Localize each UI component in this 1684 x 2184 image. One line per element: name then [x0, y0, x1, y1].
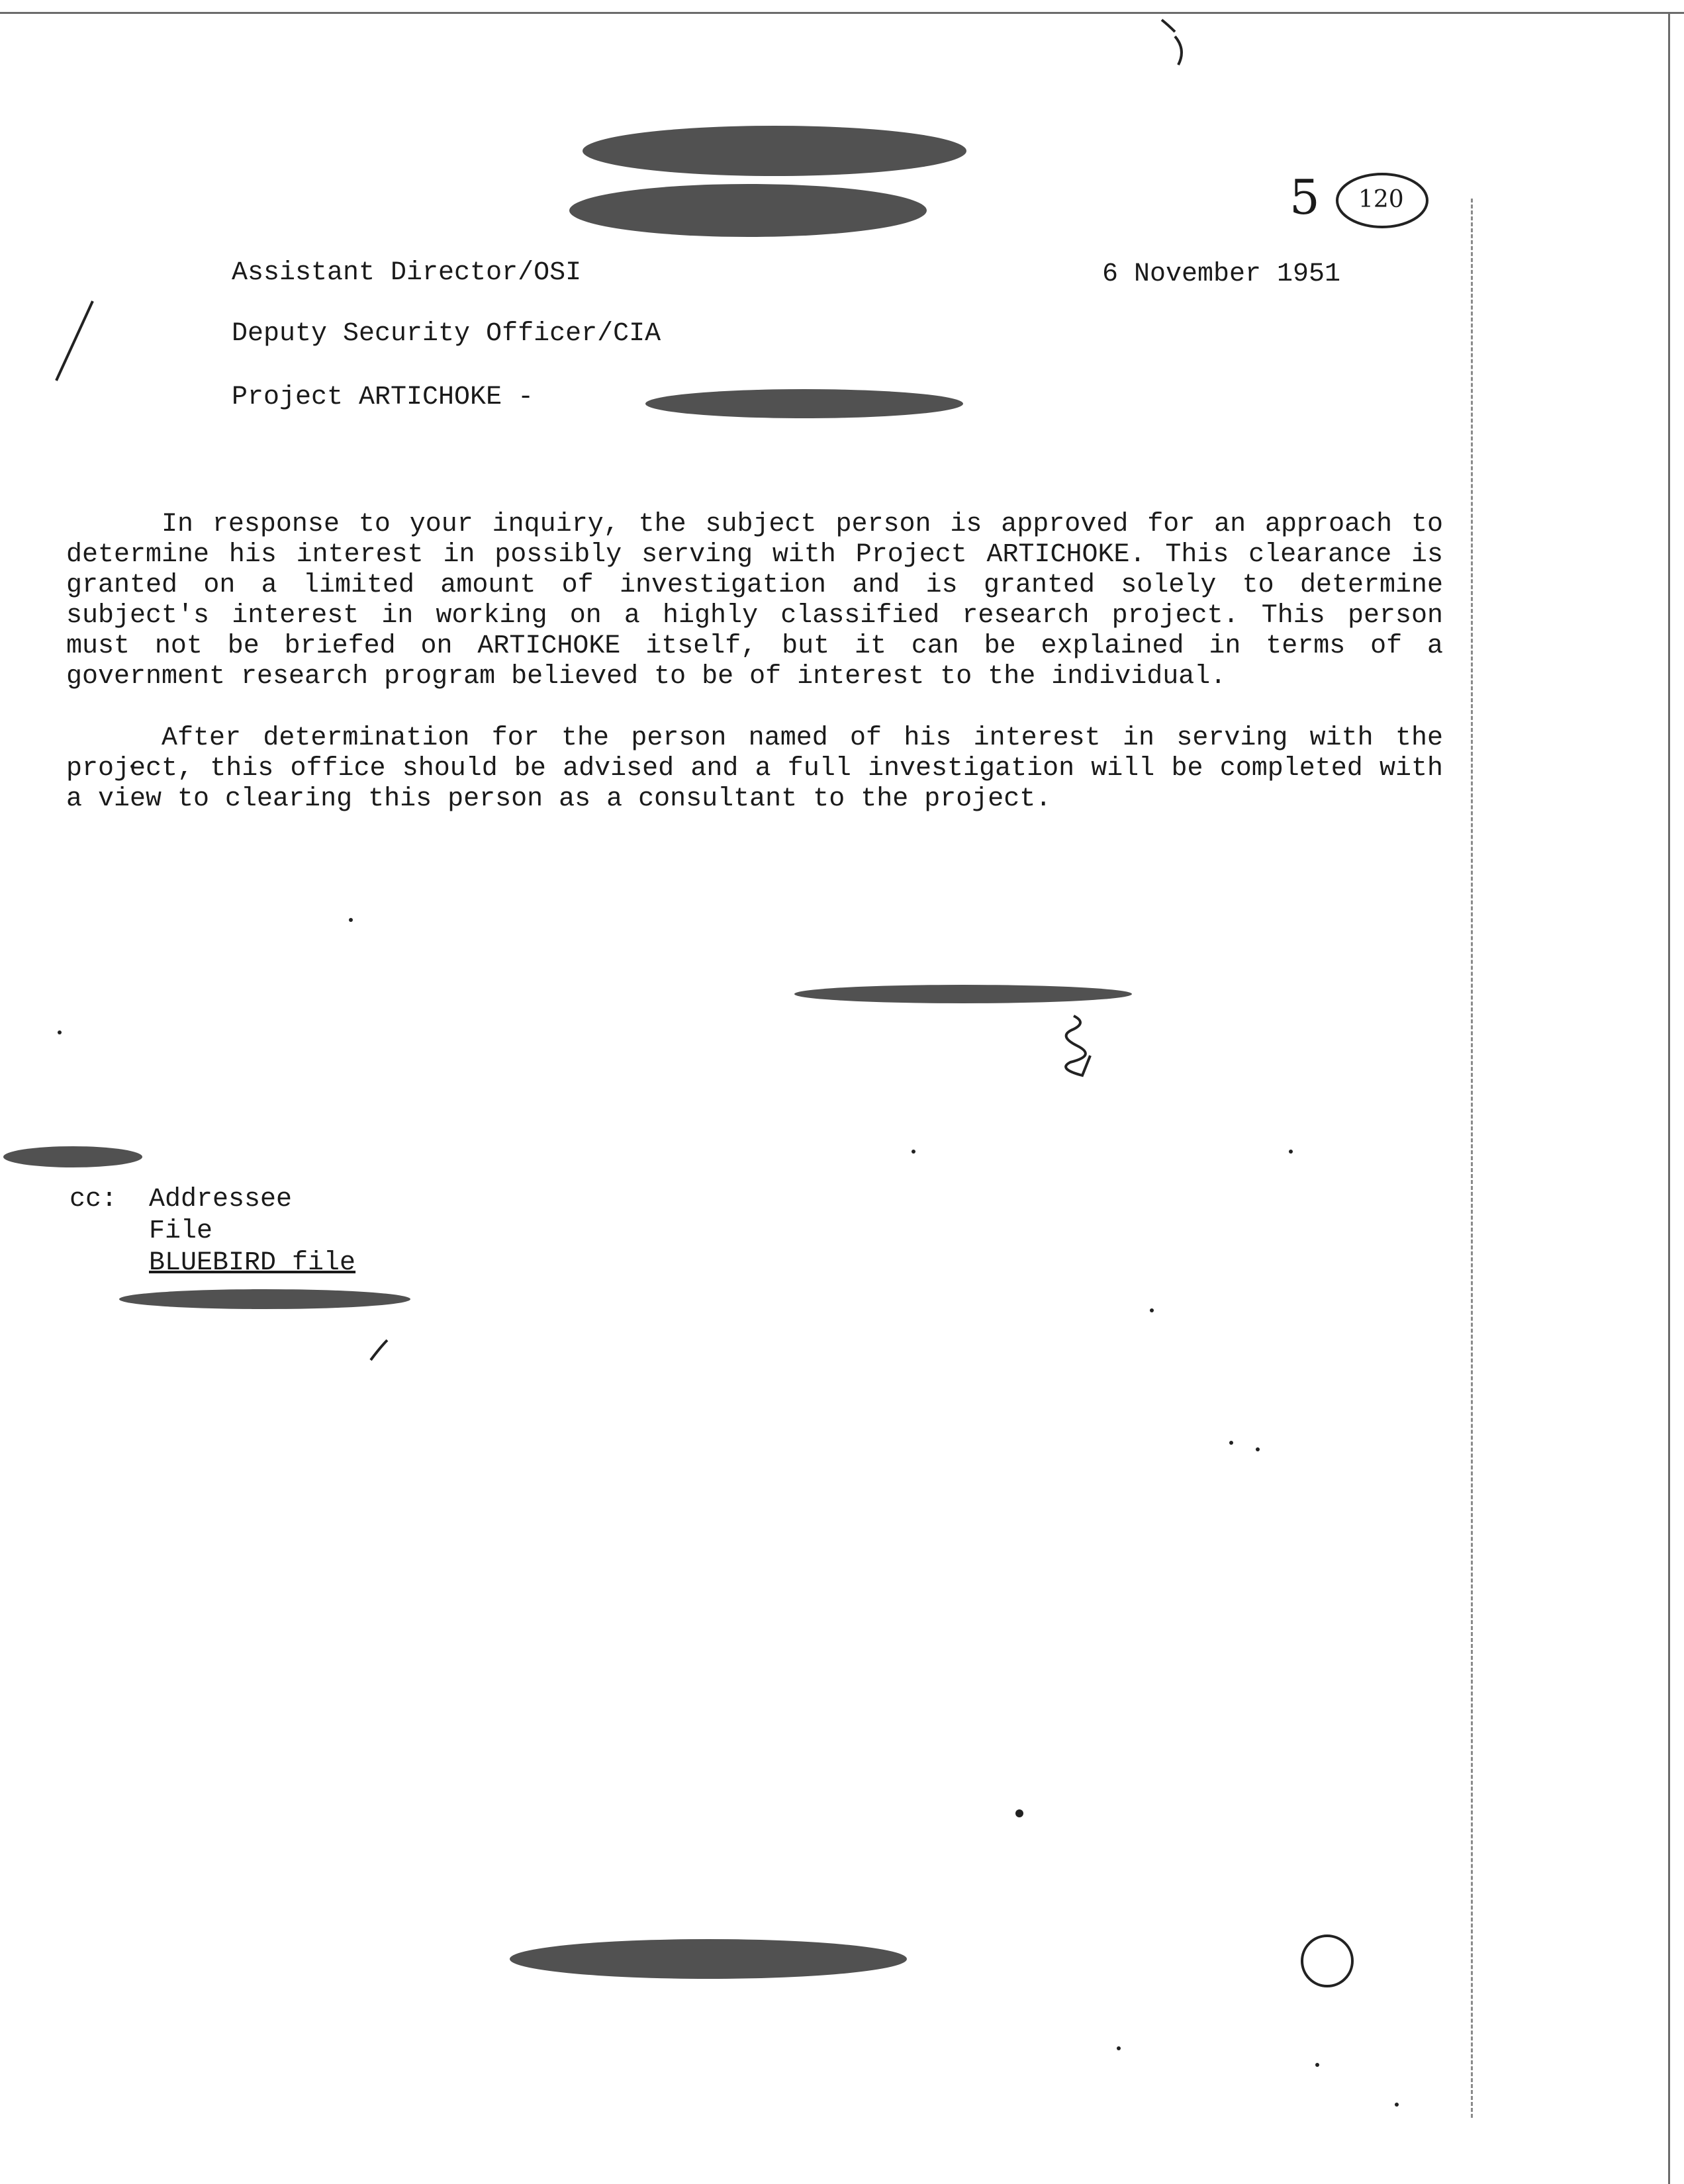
- redaction-initials-left: [3, 1146, 142, 1167]
- memo-body-2: [66, 723, 1443, 815]
- redaction-top: [583, 126, 966, 176]
- redaction-subject: [645, 389, 963, 418]
- memo-date: 6 November 1951: [1102, 259, 1341, 289]
- redaction-top-lower: [569, 184, 927, 237]
- cc-item-addressee: Addressee: [149, 1185, 293, 1214]
- redaction-bottom: [510, 1939, 907, 1979]
- body-paragraph-2: After determination for the person named of his interest in serving with the project, this office should be advised and a full investigation will be completed with a view to clearing this person as a consultant to the project.: [66, 723, 1443, 814]
- handwritten-tick: [1162, 20, 1175, 32]
- redaction-file-line: [119, 1289, 410, 1309]
- handwritten-page-number: 5: [1289, 169, 1320, 225]
- memo-body: [66, 510, 1443, 692]
- handwritten-circled-number: 120: [1358, 186, 1404, 213]
- memo-subject-line: Project ARTICHOKE -: [232, 383, 534, 412]
- handwritten-slash-mark: [56, 301, 93, 381]
- cc-label: cc:: [70, 1185, 118, 1214]
- handwritten-circle-bottom: [1302, 1936, 1352, 1986]
- handwritten-initials: [1066, 1016, 1090, 1075]
- memo-from-line: Deputy Security Officer/CIA: [232, 319, 661, 349]
- handwritten-paren: [1175, 36, 1182, 65]
- redaction-signature-block: [794, 985, 1132, 1003]
- body-paragraph-1: In response to your inquiry, the subject person is approved for an approach to determine his interest in possibly serving with Project ARTICHOKE. This clearance is granted on a limited amount of investigation and is granted solely to determine subject's interest in working on a highly classified research project. This person must not be briefed on ARTICHOKE itself, but it can be explained in terms of a government research program believed to be of interest to the individual.: [66, 510, 1443, 692]
- handwritten-checkmark: [371, 1340, 387, 1360]
- memo-to-line: Assistant Director/OSI: [232, 258, 582, 288]
- cc-item-file: File: [149, 1216, 213, 1246]
- cc-item-bluebird-file: BLUEBIRD file: [149, 1248, 356, 1278]
